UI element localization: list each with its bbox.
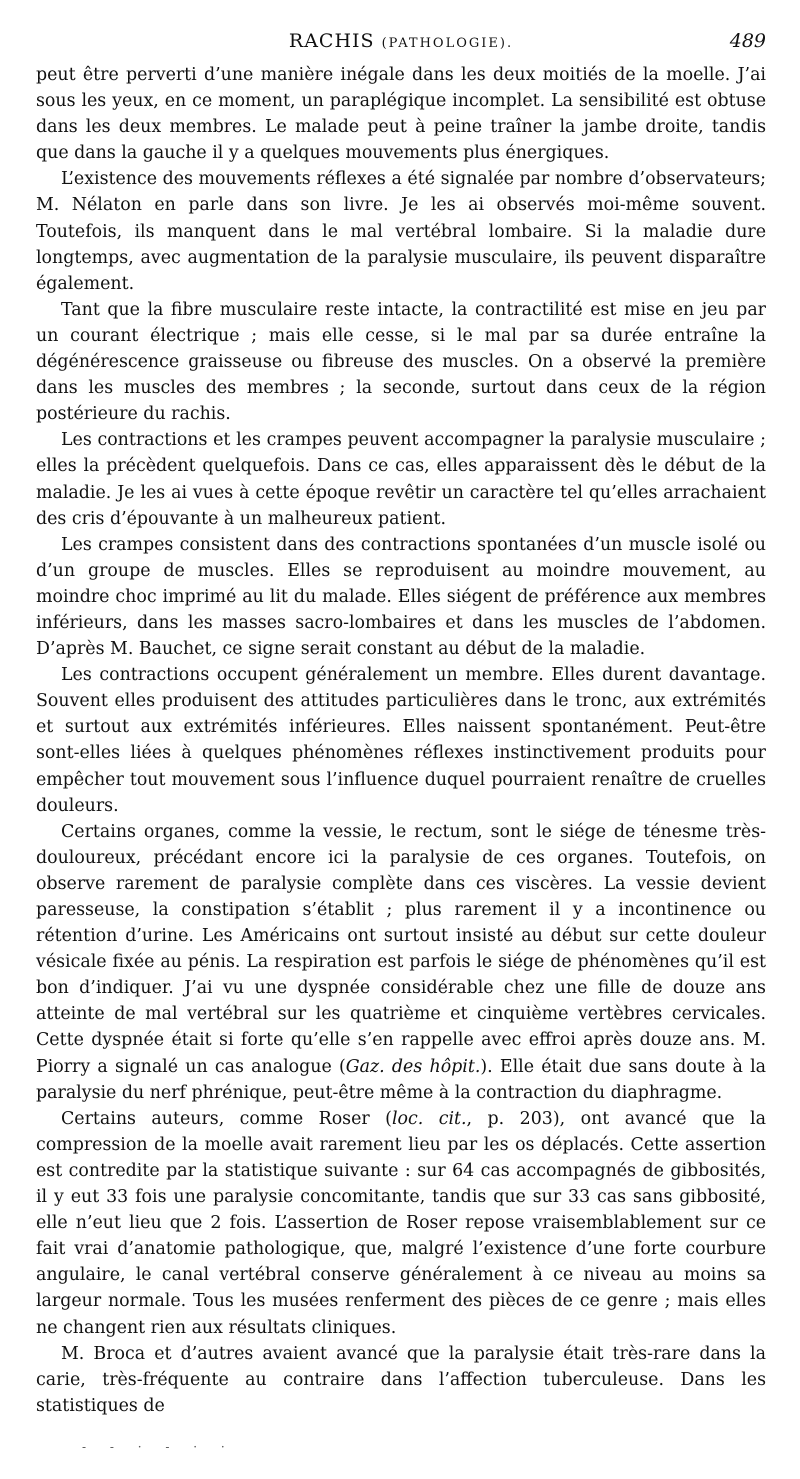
paragraph-text: M. Broca et d’autres avaient avancé que la paralysie était très-rare dans la carie, très-fréquente au contraire dans l’affection tuberculeuse. Dans les statistiques de bbox=[36, 1343, 766, 1416]
paragraph-text: L’existence des mouvements réflexes a été signalée par nombre d’observateurs; M. Nélaton en parle dans son livre. Je les ai observés moi-même souvent. Toutefois, ils manquent dans le mal vertébral lombaire. Si la maladie dure longtemps, avec augmentation de la paralysie musculaire, ils peuvent disparaître également. bbox=[36, 169, 766, 294]
paragraph bbox=[36, 427, 766, 531]
paragraph-text: Tant que la fibre musculaire reste intacte, la contractilité est mise en jeu par un courant électrique ; mais elle cesse, si le mal par sa durée entraîne la dégénérescence graisseuse ou fibreuse des muscles. On a observé la première dans les muscles des membres ; la seconde, surtout dans ceux de la région postérieure du rachis. bbox=[36, 299, 766, 425]
paragraph bbox=[36, 819, 766, 1106]
paragraph-text: Certains auteurs, comme Roser ( bbox=[61, 1108, 392, 1129]
running-title-main: RACHIS bbox=[288, 30, 375, 52]
paragraph bbox=[36, 62, 766, 166]
page-number: 489 bbox=[729, 30, 766, 52]
paragraph bbox=[36, 532, 766, 662]
paragraph-text: Les contractions et les crampes peuvent accompagner la paralysie musculaire ; elles la précèdent quelquefois. Dans ce cas, elles apparaissent dès le début de la maladie. Je les ai vues à cette époque revêtir un caractère tel qu’elles arrachaient des cris d’épouvante à un malheureux patient. bbox=[36, 430, 766, 529]
paragraph bbox=[36, 1341, 766, 1419]
paragraph bbox=[36, 1106, 766, 1341]
footer-marks: - - · - · · bbox=[82, 1440, 235, 1454]
paragraph-text: ). Elle était due sans doute à la paralysie du nerf phrénique, peut-être même à la contraction du diaphragme. bbox=[36, 1056, 766, 1103]
paragraph bbox=[36, 662, 766, 819]
paragraph-text: Certains organes, comme la vessie, le rectum, sont le siége de ténesme très-douloureux, précédant encore ici la paralysie de ces organes. Toutefois, on observe rarement de paralysie complète dans ces viscères. La vessie devient paresseuse, la constipation s’établit ; plus rarement il y a incontinence ou rétention d’urine. Les Américains ont surtout insisté au début sur cette douleur vésicale fixée au pénis. La respiration est parfois le siége de phénomènes qu’il est bon d’indiquer. J’ai vu une dyspnée considérable chez une fille de douze ans atteinte de mal vertébral sur les quatrième et cinquième vertèbres cervicales. Cette dyspnée était si forte qu’elle s’en rappelle avec effroi après douze ans. M. Piorry a signalé un cas analogue ( bbox=[36, 821, 766, 1077]
running-title bbox=[36, 30, 766, 52]
paragraph-text: Les contractions occupent généralement un membre. Elles durent davantage. Souvent elles produisent des attitudes particulières dans le tronc, aux extrémités et surtout aux extrémités inférieures. Elles naissent spontanément. Peut-être sont-elles liées à quelques phénomènes réflexes instinctivement produits pour empêcher tout mouvement sous l’influence duquel pourraient renaître de cruelles douleurs. bbox=[36, 665, 766, 816]
paragraph-text: , p. 203), ont avancé que la compression de la moelle avait rarement lieu par les os déplacés. Cette assertion est contredite par la statistique suivante : sur 64 cas accompagnés de gibbosités, il y eut 33 fois une paralysie concomitante, tandis que sur 33 cas sans gibbosité, elle n’eut lieu que 2 fois. L’assertion de Roser repose vraisemblablement sur ce fait vrai d’anatomie pathologique, que, malgré l’existence d’une forte courbure angulaire, le canal vertébral conserve généralement à ce niveau au moins sa largeur normale. Tous les musées renferment des pièces de ce genre ; mais elles ne changent rien aux résultats cliniques. bbox=[36, 1108, 766, 1338]
body-text bbox=[36, 62, 766, 1419]
paragraph bbox=[36, 297, 766, 427]
paragraph-text: peut être perverti d’une manière inégale dans les deux moitiés de la moelle. J’ai sous les yeux, en ce moment, un paraplégique incomplet. La sensibilité est obtuse dans les deux membres. Le malade peut à peine traîner la jambe droite, tandis que dans la gauche il y a quelques mouvements plus énergiques. bbox=[36, 65, 766, 164]
running-title-section: (PATHOLOGIE). bbox=[381, 36, 514, 51]
running-head bbox=[36, 30, 766, 58]
citation-text: loc. cit. bbox=[391, 1108, 467, 1129]
paragraph bbox=[36, 166, 766, 296]
citation-text: Gaz. des hôpit. bbox=[345, 1056, 481, 1077]
paragraph-text: Les crampes consistent dans des contractions spontanées d’un muscle isolé ou d’un groupe de muscles. Elles se reproduisent au moindre mouvement, au moindre choc imprimé au lit du malade. Elles siégent de préférence aux membres inférieurs, dans les masses sacro-lombaires et dans les muscles de l’abdomen. D’après M. Bauchet, ce signe serait constant au début de la maladie. bbox=[36, 534, 766, 660]
